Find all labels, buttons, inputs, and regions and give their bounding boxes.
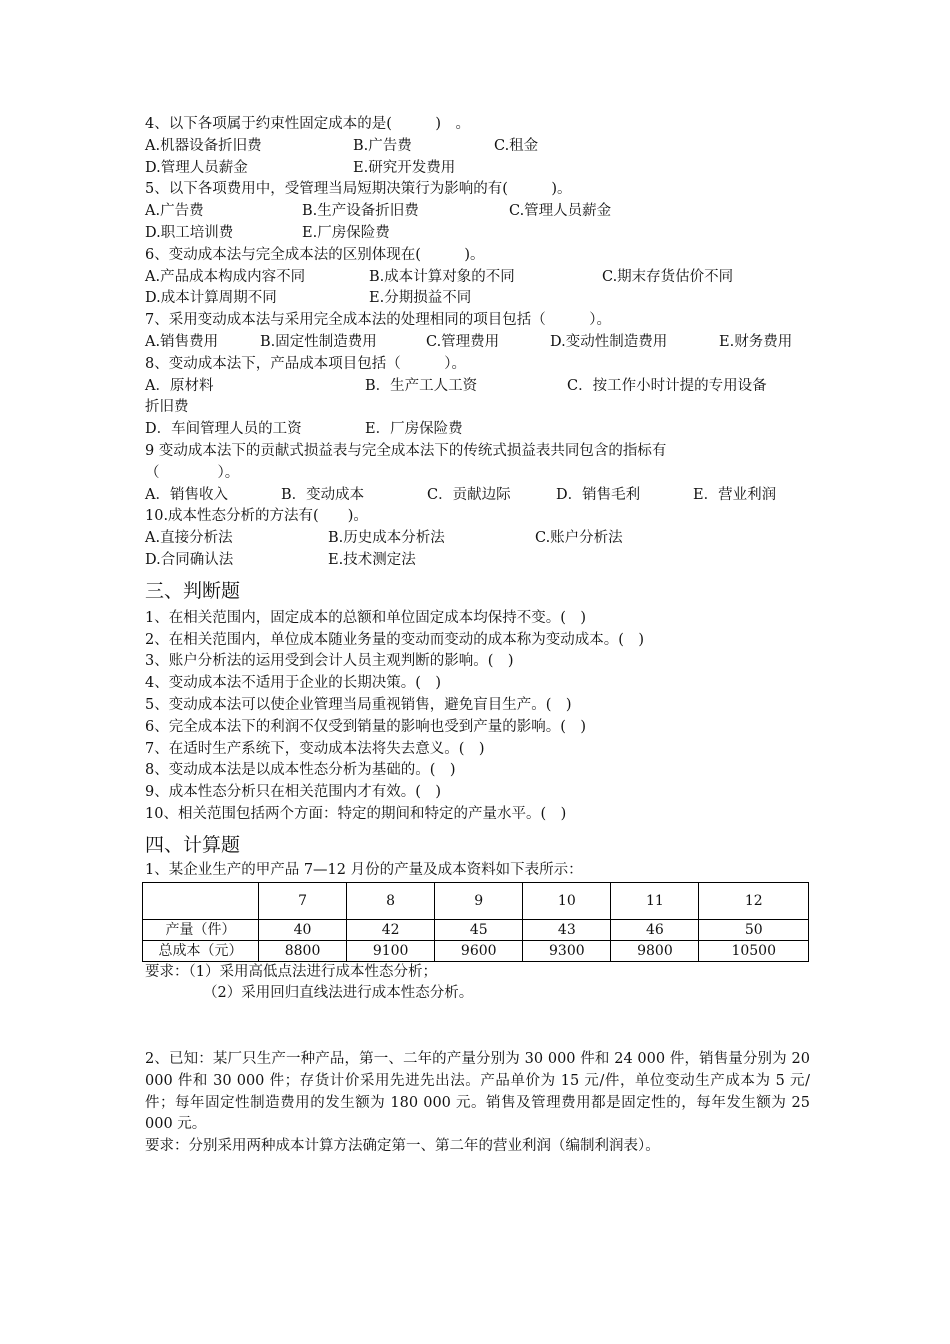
q6-options-row2	[145, 288, 810, 310]
table-cell: 10500	[699, 940, 809, 961]
q5-option-d: D.职工培训费	[145, 224, 234, 241]
judgement-list	[145, 608, 810, 826]
q10-options-row1	[145, 528, 810, 550]
q8-option-c: C．按工作小时计提的专用设备	[567, 377, 767, 394]
q4-option-c: C.租金	[494, 137, 539, 154]
table-month-cell: 7	[259, 882, 347, 919]
table-cell: 9800	[611, 940, 699, 961]
q6-option-e: E.分期损益不同	[369, 290, 472, 307]
judgement-item: 4、变动成本法不适用于企业的长期决策。( )	[145, 675, 442, 692]
q4-option-e: E.研究开发费用	[353, 159, 456, 176]
q10-option-e: E.技术测定法	[328, 551, 416, 568]
q10-option-a: A.直接分析法	[145, 530, 233, 547]
q4-options-row1	[145, 136, 810, 158]
q9-option-b: B．变动成本	[281, 486, 365, 503]
q5-options-row1	[145, 201, 810, 223]
judgement-item: 7、在适时生产系统下，变动成本法将失去意义。( )	[145, 740, 485, 757]
document-page	[145, 114, 810, 1158]
calc-q2-body: 2、已知：某厂只生产一种产品，第一、二年的产量分别为 30 000 件和 24 000 件，销售量分别为 20 000 件和 30 000 件；存货计价采用先进先出法。产品单价为 15 元/件，单位变动生产成本为 5 元/件；每年固定性制造费用的发生额为 180 000 元。销售及管理费用都是固定性的，每年发生额为 25 000 元。	[145, 1051, 810, 1133]
q5-option-e: E.厂房保险费	[302, 224, 390, 241]
table-row-label: 总成本（元）	[143, 940, 259, 961]
q10-option-b: B.历史成本分析法	[328, 530, 445, 547]
q4-option-b: B.广告费	[353, 137, 412, 154]
q10-option-c: C.账户分析法	[535, 530, 623, 547]
table-row-total-cost	[143, 940, 809, 961]
q7-option-e: E.财务费用	[719, 333, 793, 350]
q10-options-row2	[145, 550, 810, 572]
table-cell: 43	[523, 919, 611, 940]
calc-q1-requirement-2: （2）采用回归直线法进行成本性态分析。	[203, 985, 474, 1002]
table-cell: 50	[699, 919, 809, 940]
judgement-item: 10、相关范围包括两个方面：特定的期间和特定的产量水平。( )	[145, 805, 567, 822]
q10-option-d: D.合同确认法	[145, 551, 234, 568]
q9-option-d: D．销售毛利	[556, 486, 641, 503]
q5-option-b: B.生产设备折旧费	[302, 203, 419, 220]
q7-options-row1	[145, 332, 810, 354]
q8-options-row1	[145, 376, 810, 398]
table-cell: 42	[347, 919, 435, 940]
q9-option-a: A．销售收入	[145, 486, 228, 503]
judgement-item: 9、成本性态分析只在相关范围内才有效。( )	[145, 784, 442, 801]
judgement-item: 5、变动成本法可以使企业管理当局重视销售，避免盲目生产。( )	[145, 696, 572, 713]
table-cell: 9100	[347, 940, 435, 961]
q9-option-c: C．贡献边际	[427, 486, 511, 503]
q7-stem: 7、采用变动成本法与采用完全成本法的处理相同的项目包括（ ）。	[145, 312, 611, 329]
q7-option-b: B.固定性制造费用	[260, 333, 377, 350]
table-cell: 46	[611, 919, 699, 940]
q7-option-a: A.销售费用	[145, 333, 219, 350]
q8-option-d: D．车间管理人员的工资	[145, 421, 302, 438]
q6-options-row1	[145, 267, 810, 289]
table-month-cell: 11	[611, 882, 699, 919]
q4-options-row2	[145, 158, 810, 180]
q5-stem: 5、以下各项费用中，受管理当局短期决策行为影响的有( )。	[145, 181, 572, 198]
calc-q2-requirement: 要求：分别采用两种成本计算方法确定第一、第二年的营业利润（编制利润表）。	[145, 1138, 660, 1155]
q7-option-c: C.管理费用	[426, 333, 500, 350]
judgement-item: 6、完全成本法下的利润不仅受到销量的影响也受到产量的影响。( )	[145, 718, 587, 735]
table-month-cell: 8	[347, 882, 435, 919]
q6-option-b: B.成本计算对象的不同	[369, 268, 515, 285]
judgement-item: 8、变动成本法是以成本性态分析为基础的。( )	[145, 762, 456, 779]
table-cell: 40	[259, 919, 347, 940]
q6-option-a: A.产品成本构成内容不同	[145, 268, 306, 285]
q8-option-e: E．厂房保险费	[365, 421, 463, 438]
table-row-label: 产量（件）	[143, 919, 259, 940]
table-cell: 8800	[259, 940, 347, 961]
table-header-row	[143, 882, 809, 919]
table-month-cell: 9	[435, 882, 523, 919]
table-month-cell: 10	[523, 882, 611, 919]
judgement-item: 2、在相关范围内，单位成本随业务量的变动而变动的成本称为变动成本。( )	[145, 631, 645, 648]
q4-stem: 4、以下各项属于约束性固定成本的是( ) 。	[145, 116, 471, 132]
q5-option-c: C.管理人员薪金	[509, 203, 612, 220]
table-cell: 45	[435, 919, 523, 940]
table-month-cell: 12	[699, 882, 809, 919]
q9-stem-cont: （ ）。	[145, 464, 240, 481]
table-cell: 9600	[435, 940, 523, 961]
q5-options-row2	[145, 223, 810, 245]
calc-q1-intro: 1、某企业生产的甲产品 7—12 月份的产量及成本资料如下表所示：	[145, 861, 583, 878]
judgement-item: 3、账户分析法的运用受到会计人员主观判断的影响。( )	[145, 653, 514, 670]
q6-option-d: D.成本计算周期不同	[145, 290, 277, 307]
q8-stem: 8、变动成本法下，产品成本项目包括（ ）。	[145, 355, 466, 372]
production-cost-table	[142, 882, 809, 962]
section3-title: 三、判断题	[145, 579, 241, 602]
section4-title: 四、计算题	[145, 833, 241, 856]
table-cell: 9300	[523, 940, 611, 961]
q4-option-d: D.管理人员薪金	[145, 159, 248, 176]
q10-stem: 10.成本性态分析的方法有( )。	[145, 508, 368, 525]
q6-stem: 6、变动成本法与完全成本法的区别体现在( )。	[145, 246, 485, 263]
q5-option-a: A.广告费	[145, 203, 204, 220]
table-row-output	[143, 919, 809, 940]
q4-option-a: A.机器设备折旧费	[145, 137, 262, 154]
calc-q1-requirement-1: 要求：（1）采用高低点法进行成本性态分析；	[145, 963, 437, 980]
q8-option-b: B．生产工人工资	[365, 377, 478, 394]
q9-option-e: E．营业利润	[693, 486, 777, 503]
judgement-item: 1、在相关范围内，固定成本的总额和单位固定成本均保持不变。( )	[145, 609, 587, 626]
q8-option-a: A．原材料	[145, 377, 214, 394]
table-corner-cell	[143, 882, 259, 919]
q7-option-d: D.变动性制造费用	[550, 333, 668, 350]
q8-option-c-cont: 折旧费	[145, 399, 189, 416]
q9-stem: 9 变动成本法下的贡献式损益表与完全成本法下的传统式损益表共同包含的指标有	[145, 442, 667, 459]
q6-option-c: C.期末存货估价不同	[602, 268, 734, 285]
q9-options-row1	[145, 485, 810, 507]
q8-options-row2	[145, 419, 810, 441]
